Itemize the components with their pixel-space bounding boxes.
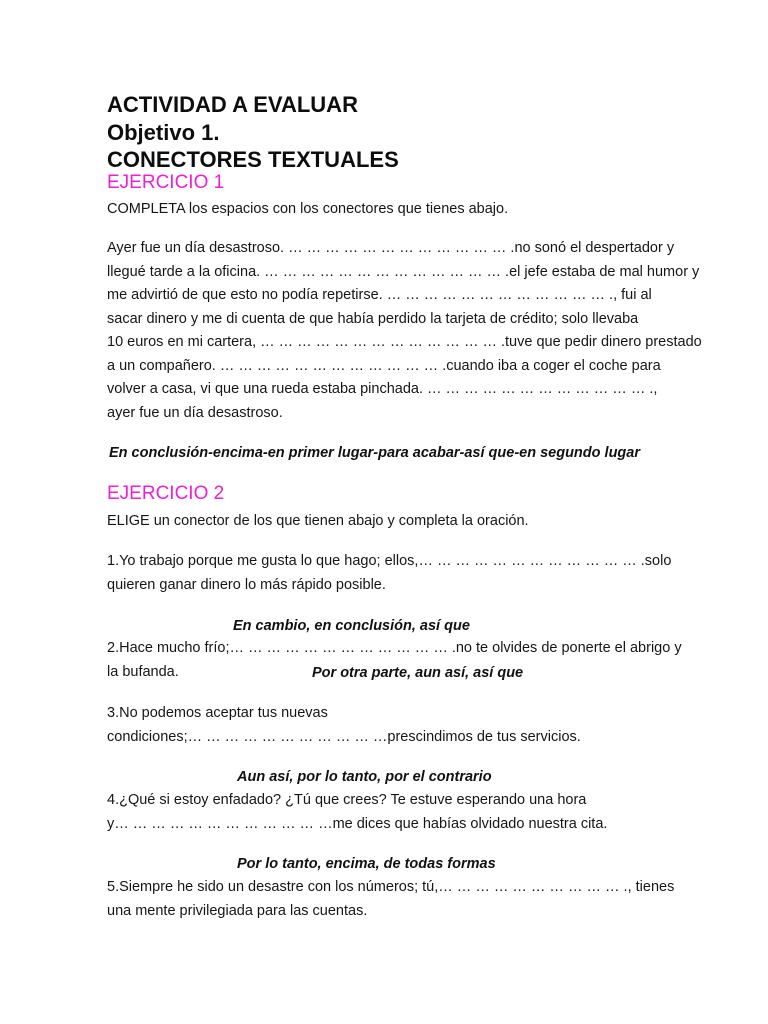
exercise-2-item-3-options: Aun así, por lo tanto, por el contrario	[237, 769, 492, 785]
title-line-topic: CONECTORES TEXTUALES	[107, 147, 399, 172]
sentence-line: y… … … … … … … … … … … …me dices que habías olvidado nuestra cita.	[107, 815, 608, 832]
sentence-line: 5.Siempre he sido un desastre con los números; tú,… … … … … … … … … … ., tienes	[107, 879, 675, 895]
sentence-line: condiciones;… … … … … … … … … … …prescindimos de tus servicios.	[107, 728, 581, 745]
paragraph-line: a un compañero. … … … … … … … … … … … … .cuando iba a coger el coche para	[107, 357, 661, 374]
sentence-line: 1.Yo trabajo porque me gusta lo que hago; ellos,… … … … … … … … … … … … .solo	[107, 553, 672, 569]
paragraph-line: volver a casa, vi que una rueda estaba pinchada. … … … … … … … … … … … … .,	[107, 381, 658, 397]
sentence-line: quieren ganar dinero lo más rápido posible.	[107, 576, 386, 593]
title-line-objective: Objetivo 1.	[107, 120, 220, 145]
sentence-line: una mente privilegiada para las cuentas.	[107, 902, 368, 919]
exercise-2-item-2-line: la bufanda.	[107, 664, 179, 680]
exercise-2-item-4-options: Por lo tanto, encima, de todas formas	[237, 856, 496, 872]
exercise-2-instruction: ELIGE un conector de los que tienen abajo y completa la oración.	[107, 513, 529, 529]
exercise-2-heading: EJERCICIO 2	[107, 483, 225, 504]
exercise-2-item-5	[107, 876, 675, 923]
exercise-2-item-3	[107, 702, 667, 749]
exercise-2-item-1-options: En cambio, en conclusión, así que	[233, 618, 470, 634]
exercise-1-heading: EJERCICIO 1	[107, 172, 225, 193]
exercise-1-instruction: COMPLETA los espacios con los conectores que tienes abajo.	[107, 201, 509, 217]
sentence-line: 3.No podemos aceptar tus nuevas	[107, 705, 328, 721]
title-line-activity: ACTIVIDAD A EVALUAR	[107, 92, 358, 117]
paragraph-line: Ayer fue un día desastroso. … … … … … … … … … … … … .no sonó el despertador y	[107, 240, 675, 256]
exercise-1-connectors: En conclusión-encima-en primer lugar-para acabar-así que-en segundo lugar	[109, 445, 640, 461]
exercise-1-paragraph	[107, 237, 702, 425]
exercise-2-item-4	[107, 789, 667, 836]
exercise-2-item-2-options: Por otra parte, aun así, así que	[312, 665, 524, 681]
paragraph-line: sacar dinero y me di cuenta de que había perdido la tarjeta de crédito; solo llevaba	[107, 310, 639, 327]
paragraph-line: 10 euros en mi cartera, … … … … … … … … … … … … … .tuve que pedir dinero prestado	[107, 334, 702, 350]
exercise-2-item-1	[107, 550, 672, 597]
sentence-line: 4.¿Qué si estoy enfadado? ¿Tú que crees? Te estuve esperando una hora	[107, 792, 587, 808]
paragraph-line: ayer fue un día desastroso.	[107, 404, 283, 421]
paragraph-line: llegué tarde a la oficina. … … … … … … … … … … … … … .el jefe estaba de mal humor y	[107, 263, 700, 280]
paragraph-line: me advirtió de que esto no podía repetirse. … … … … … … … … … … … … ., fui al	[107, 287, 652, 303]
exercise-2-item-2-line: 2.Hace mucho frío;… … … … … … … … … … … … .no te olvides de ponerte el abrigo y	[107, 640, 682, 656]
